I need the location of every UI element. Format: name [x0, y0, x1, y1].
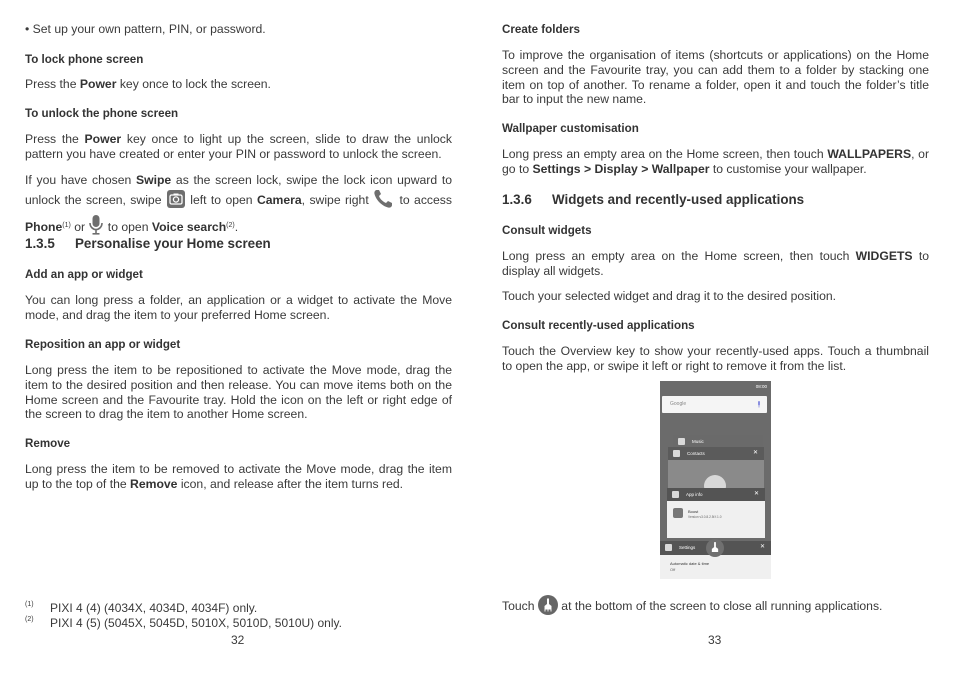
- settings-icon: [665, 544, 672, 551]
- status-bar: 08:00: [755, 384, 767, 389]
- page-number-right: 33: [708, 633, 722, 647]
- unlock-paragraph: Press the Power key once to light up the screen, slide to draw the unlock pattern you have created or enter your PIN or password to unlock the screen.: [25, 132, 452, 161]
- add-app-paragraph: You can long press a folder, an application or a widget to activate the Move mode, and drag the item to your preferred Home screen.: [25, 293, 452, 322]
- heading-reposition: Reposition an app or widget: [25, 338, 181, 351]
- mic-icon: [757, 401, 761, 408]
- card-music[interactable]: Music: [673, 435, 763, 449]
- google-search-bar: Google: [662, 396, 767, 413]
- boost-icon: [673, 508, 683, 518]
- lock-paragraph: Press the Power key once to lock the screen.: [25, 77, 271, 91]
- wallpaper-paragraph: Long press an empty area on the Home screen, then touch WALLPAPERS, or go to Settings > Display > Wallpaper to customise your wallpaper.: [502, 147, 930, 176]
- heading-add-app: Add an app or widget: [25, 268, 143, 281]
- heading-recent-apps: Consult recently-used applications: [502, 319, 695, 332]
- heading-remove: Remove: [25, 437, 71, 450]
- recent-apps-paragraph: Touch the Overview key to show your recently-used apps. Touch a thumbnail to open the app, or swipe it left or right to remove it from the list.: [502, 344, 929, 373]
- section-heading-widgets: 1.3.6 Widgets and recently-used applications: [502, 192, 805, 207]
- card-settings[interactable]: Settings ✕ Automatic date & time Off: [660, 541, 771, 579]
- clear-all-button[interactable]: [706, 539, 724, 557]
- card-app-info[interactable]: App info ✕ Boost Version v3.0.8.2.5f.f.1.0: [667, 488, 765, 538]
- bullet-setup: • Set up your own pattern, PIN, or password.: [25, 22, 266, 36]
- remove-paragraph: Long press the item to be removed to activate the Move mode, drag the item up to the top of the Remove icon, and release after the item turns red.: [25, 462, 452, 491]
- recent-apps-screenshot: [660, 381, 771, 579]
- swipe-paragraph: If you have chosen Swipe as the screen lock, swipe the lock icon upward to unlock the screen, swipe left to open Camera, swipe right to access Phone$^{(1)}$ or to open Voice search$^{(2)}$.: [25, 172, 452, 241]
- clear-all-icon: [538, 595, 558, 619]
- close-all-paragraph: Touch at the bottom of the screen to close all running applications.: [502, 595, 929, 619]
- close-icon[interactable]: ✕: [753, 491, 759, 497]
- folders-paragraph: To improve the organisation of items (shortcuts or applications) on the Home screen and the Favourite tray, you can add them to a folder by stacking one item on top of another. To rename a folder, open it and touch the folder’s title bar to input the new name.: [502, 48, 929, 107]
- section-heading-personalise: 1.3.5 Personalise your Home screen: [25, 236, 271, 251]
- contacts-icon: [673, 450, 680, 457]
- heading-unlock-screen: To unlock the phone screen: [25, 107, 179, 120]
- close-icon[interactable]: ✕: [759, 544, 765, 550]
- heading-consult-widgets: Consult widgets: [502, 224, 592, 237]
- phone-icon: [373, 189, 395, 214]
- close-icon[interactable]: ✕: [752, 450, 758, 456]
- widgets-drag-paragraph: Touch your selected widget and drag it to the desired position.: [502, 289, 837, 303]
- page-number-left: 32: [231, 633, 245, 647]
- widgets-paragraph: Long press an empty area on the Home screen, then touch WIDGETS to display all widgets.: [502, 249, 929, 278]
- camera-icon: [166, 189, 186, 214]
- reposition-paragraph: Long press the item to be repositioned to activate the Move mode, drag the item to the desired position and then release. You can move items both on the Home screen and the Favourite tray. Hold the icon on the left or right edge of the screen to drag the item to another Home screen.: [25, 363, 452, 422]
- heading-lock-screen: To lock phone screen: [25, 53, 144, 66]
- heading-wallpaper: Wallpaper customisation: [502, 122, 639, 135]
- heading-create-folders: Create folders: [502, 23, 580, 36]
- music-icon: [678, 438, 685, 445]
- gear-icon: [672, 491, 679, 498]
- card-contacts[interactable]: Contacts ✕: [668, 447, 764, 489]
